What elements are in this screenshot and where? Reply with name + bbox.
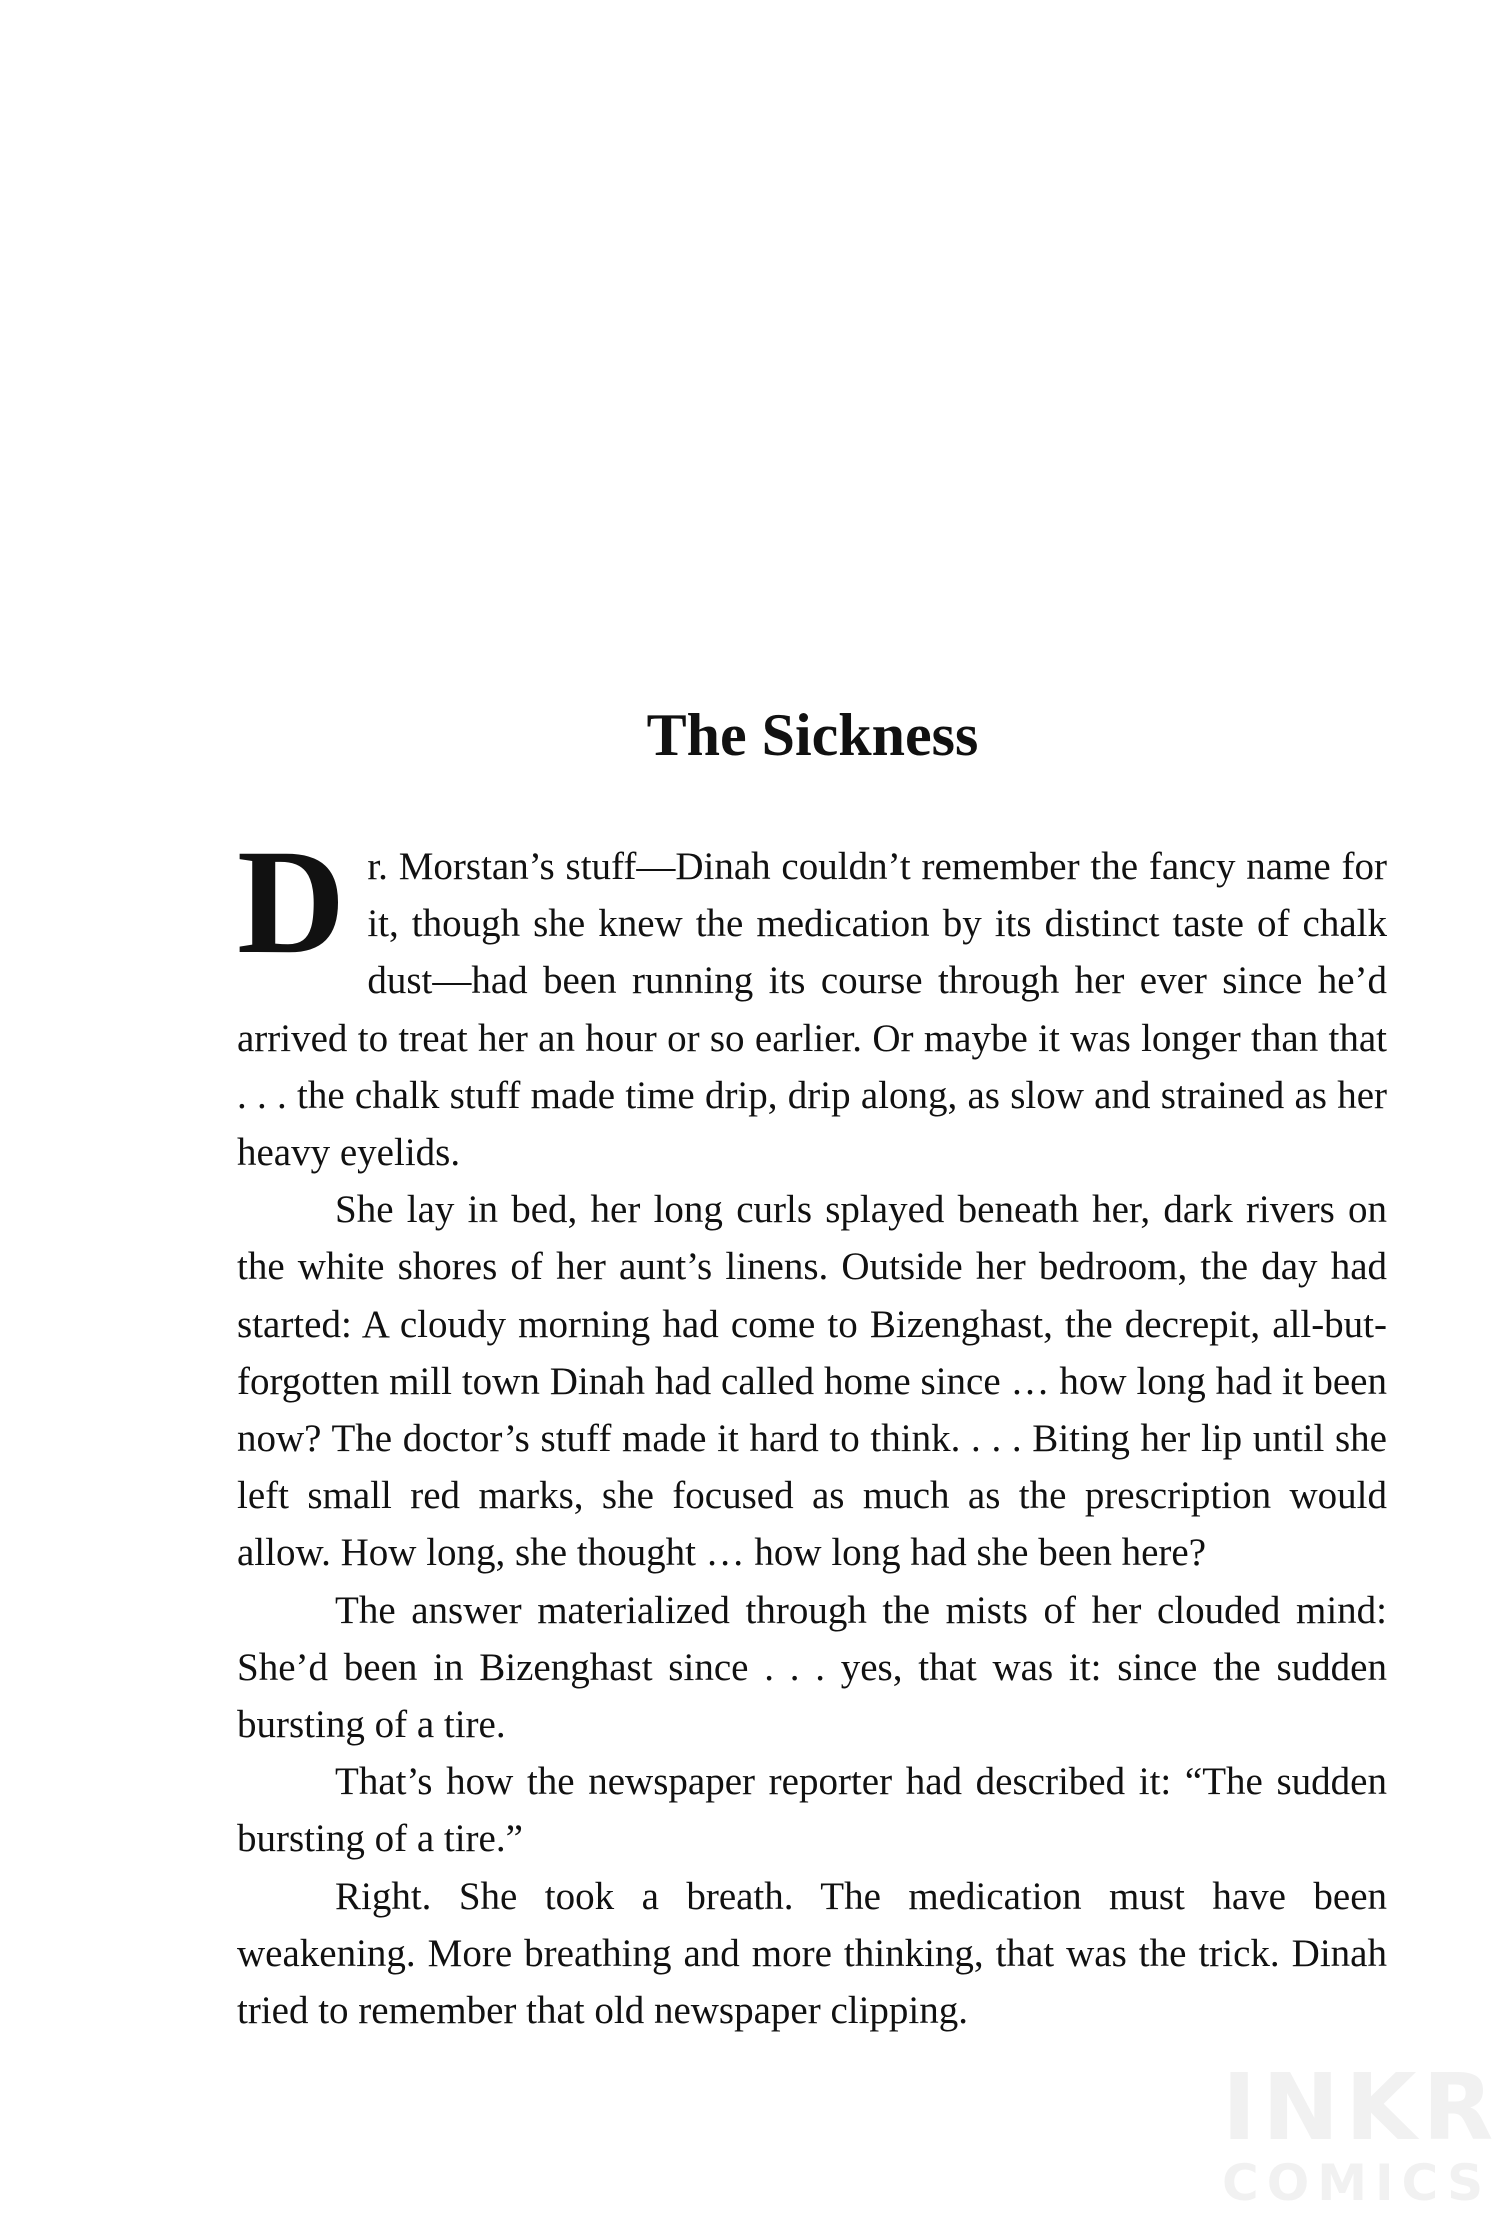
body-text: [237, 819, 1387, 2039]
paragraph-4: That’s how the newspaper reporter had described it: “The sudden bursting of a tire.”: [237, 1760, 1387, 1861]
paragraph-2: She lay in bed, her long curls splayed beneath her, dark rivers on the white shores of her aunt’s linens. Outside her bedroom, the day had started: A cloudy morning had come to Bizenghast, the decrepit, all-but-forgotten mill town Dinah had called home since … how long had it been now? The doctor’s stuff made it hard to think. . . . Biting her lip until she left small red marks, she focused as much as the prescription would allow. How long, she thought … how long had she been here?: [237, 1188, 1387, 1575]
paragraph-5: Right. She took a breath. The medication must have been weakening. More breathing and more thinking, that was the trick. Dinah tried to remember that old newspaper clipping.: [237, 1874, 1387, 2033]
paragraph-1: [237, 819, 1387, 1181]
paragraph-3: The answer materialized through the mists of her clouded mind: She’d been in Bizenghast since . . . yes, that was it: since the sudden bursting of a tire.: [237, 1588, 1387, 1747]
paragraph-1-text: r. Morstan’s stuff—Dinah couldn’t remember the fancy name for it, though she knew the medication by its distinct taste of chalk dust—had been running its course through her ever since he’d arrived to treat her an hour or so earlier. Or maybe it was longer than that . . . the chalk stuff made time drip, drip along, as slow and strained as her heavy eyelids.: [237, 845, 1387, 1175]
drop-cap: D: [237, 819, 346, 985]
inkr-comics-watermark: [1222, 2054, 1500, 2212]
chapter-title: The Sickness: [646, 702, 979, 768]
watermark-logo-text: INKR: [1222, 2054, 1500, 2161]
watermark-subtext: COMICS: [1222, 2154, 1492, 2212]
